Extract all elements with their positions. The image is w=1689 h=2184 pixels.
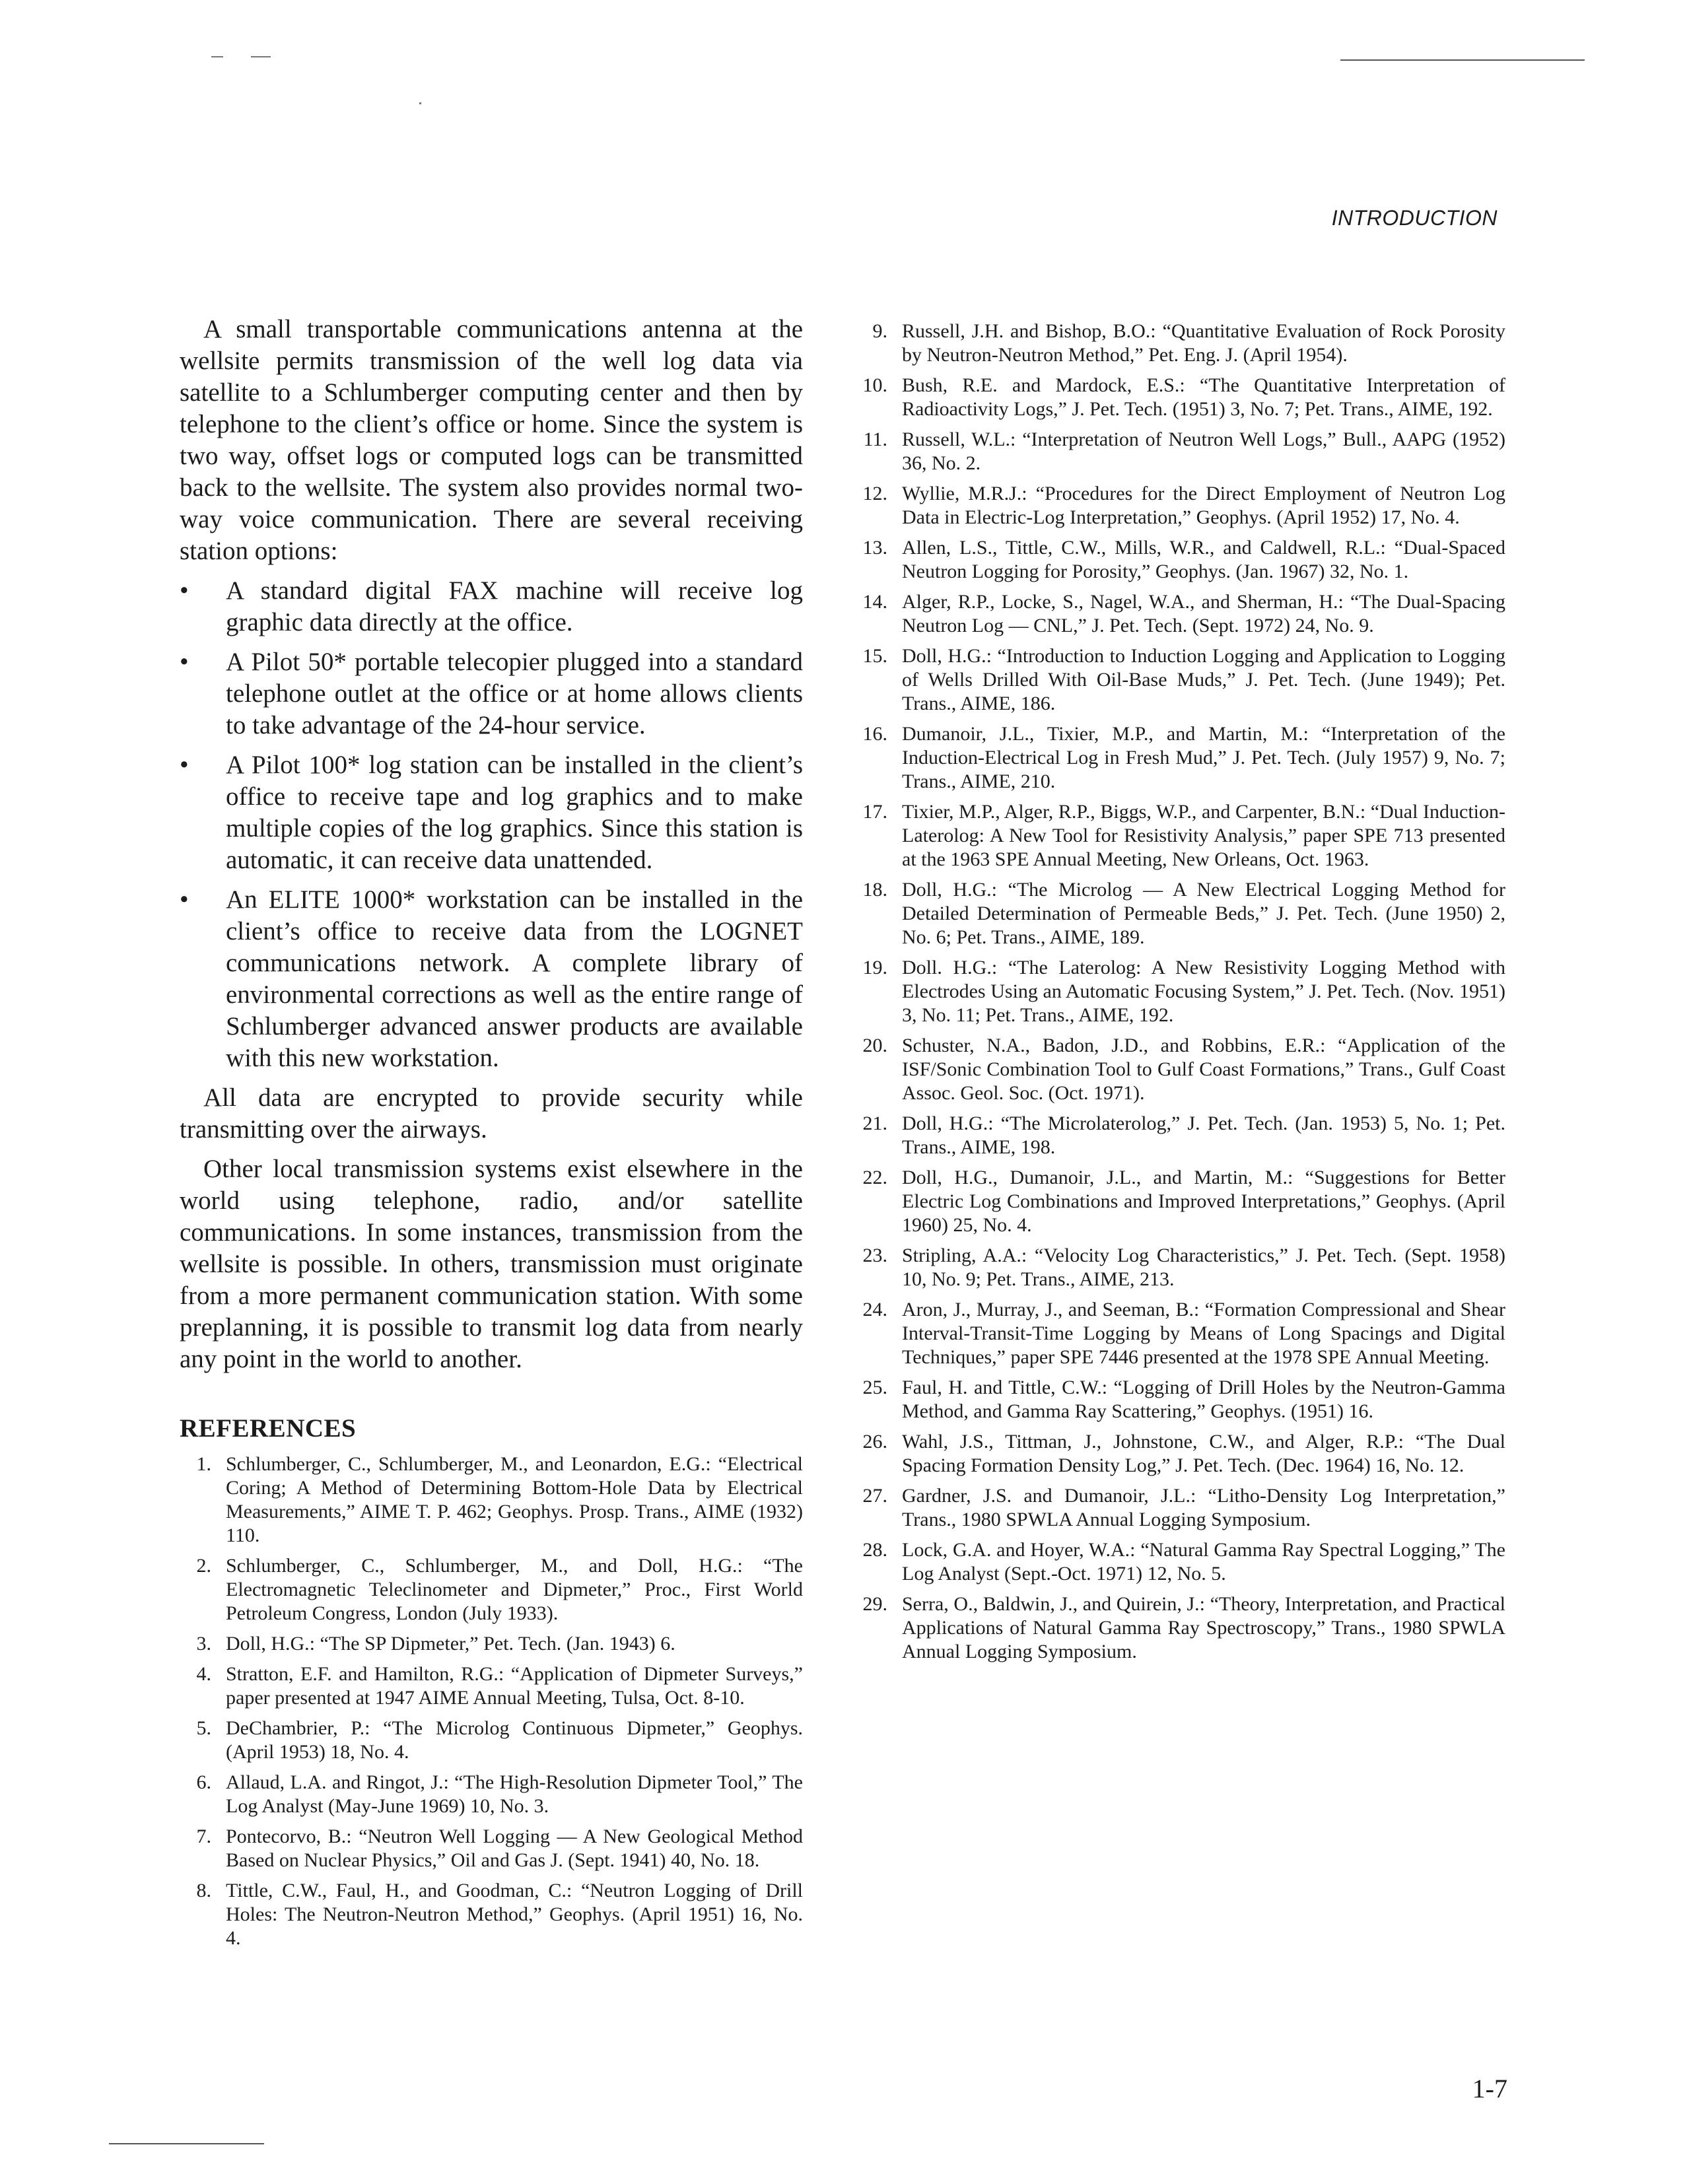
reference-item xyxy=(856,536,1505,584)
reference-text: Schlumberger, C., Schlumberger, M., and Doll, H.G.: “The Electromagnetic Teleclinometer and Dipmeter,” Proc., First World Petroleum Congress, London (July 1933). xyxy=(226,1555,803,1624)
reference-number: 6. xyxy=(196,1771,211,1793)
references-heading: REFERENCES xyxy=(180,1414,357,1443)
reference-number: 7. xyxy=(196,1826,211,1847)
reference-item xyxy=(180,1554,803,1625)
reference-item xyxy=(180,1662,803,1710)
reference-number: 11. xyxy=(863,428,887,450)
reference-number: 2. xyxy=(196,1555,211,1577)
reference-item xyxy=(856,1484,1505,1532)
reference-text: Pontecorvo, B.: “Neutron Well Logging — A New Geological Method Based on Nuclear Physics,” Oil and Gas J. (Sept. 1941) 40, No. 18. xyxy=(226,1826,803,1871)
reference-text: Wyllie, M.R.J.: “Procedures for the Direct Employment of Neutron Log Data in Electric-Log Interpretation,” Geophys. (April 1952) 17, No. 4. xyxy=(902,483,1505,528)
reference-item xyxy=(856,800,1505,871)
reference-item xyxy=(856,1592,1505,1664)
reference-item xyxy=(856,482,1505,529)
running-head: INTRODUCTION xyxy=(1331,206,1498,230)
reference-text: Doll, H.G., Dumanoir, J.L., and Martin, M.: “Suggestions for Better Electric Log Combinations and Improved Interpretations,” Geophys. (April 1960) 25, No. 4. xyxy=(902,1167,1505,1236)
reference-text: Tittle, C.W., Faul, H., and Goodman, C.: “Neutron Logging of Drill Holes: The Neutron-Neutron Method,” Geophys. (April 1951) 16, No. 4. xyxy=(226,1880,803,1949)
reference-number: 21. xyxy=(862,1112,887,1134)
reference-text: Schuster, N.A., Badon, J.D., and Robbins, E.R.: “Application of the ISF/Sonic Combination Tool to Gulf Coast Formations,” Trans., Gulf Coast Assoc. Geol. Soc. (Oct. 1971). xyxy=(902,1035,1505,1104)
bullet-item: • A Pilot 50* portable telecopier plugged into a standard telephone outlet at the office or at home allows clients to take advantage of the 24-hour service. xyxy=(180,646,803,741)
references-list-right xyxy=(856,320,1505,1664)
reference-number: 19. xyxy=(862,957,887,978)
reference-item xyxy=(180,1452,803,1548)
reference-item xyxy=(856,1112,1505,1159)
reference-number: 5. xyxy=(196,1717,211,1739)
scan-speck xyxy=(419,102,421,104)
reference-text: Gardner, J.S. and Dumanoir, J.L.: “Litho-Density Log Interpretation,” Trans., 1980 SPWLA Annual Logging Symposium. xyxy=(902,1485,1505,1530)
reference-item xyxy=(180,1717,803,1764)
reference-text: Allaud, L.A. and Ringot, J.: “The High-Resolution Dipmeter Tool,” The Log Analyst (May-June 1969) 10, No. 3. xyxy=(226,1771,803,1817)
reference-number: 26. xyxy=(862,1431,887,1452)
reference-text: DeChambrier, P.: “The Microlog Continuous Dipmeter,” Geophys. (April 1953) 18, No. 4. xyxy=(226,1717,803,1763)
reference-item xyxy=(856,1166,1505,1237)
reference-number: 15. xyxy=(862,645,887,667)
reference-text: Stripling, A.A.: “Velocity Log Characteristics,” J. Pet. Tech. (Sept. 1958) 10, No. 9; Pet. Trans., AIME, 213. xyxy=(902,1245,1505,1290)
reference-text: Lock, G.A. and Hoyer, W.A.: “Natural Gamma Ray Spectral Logging,” The Log Analyst (Sept.-Oct. 1971) 12, No. 5. xyxy=(902,1539,1505,1585)
station-options-list xyxy=(180,575,803,1074)
body-paragraph: Other local transmission systems exist elsewhere in the world using telephone, radio, and/or satellite communications. In some instances, transmission from the wellsite is possible. In others, transmission must originate from a more permanent communication station. With some preplanning, it is possible to transmit log data from nearly any point in the world to another. xyxy=(180,1155,803,1373)
reference-item xyxy=(856,1430,1505,1478)
reference-number: 9. xyxy=(872,320,887,342)
reference-number: 8. xyxy=(196,1880,211,1901)
reference-item xyxy=(180,1825,803,1872)
page-number: 1-7 xyxy=(1472,2074,1507,2103)
reference-number: 24. xyxy=(862,1299,887,1320)
reference-text: Doll, H.G.: “The SP Dipmeter,” Pet. Tech. (Jan. 1943) 6. xyxy=(226,1633,675,1655)
reference-item xyxy=(856,644,1505,716)
scan-speck xyxy=(211,56,223,57)
top-rule xyxy=(1340,59,1585,61)
reference-number: 13. xyxy=(862,537,887,559)
reference-number: 17. xyxy=(862,801,887,823)
reference-number: 22. xyxy=(862,1167,887,1188)
reference-number: 1. xyxy=(196,1453,211,1475)
reference-number: 14. xyxy=(862,591,887,613)
reference-number: 10. xyxy=(862,374,887,396)
reference-item xyxy=(856,590,1505,638)
reference-item xyxy=(856,1376,1505,1423)
right-column xyxy=(856,320,1505,1670)
reference-number: 16. xyxy=(862,723,887,745)
body-paragraph: A small transportable communications antenna at the wellsite permits transmission of the well log data via satellite to a Schlumberger computing center and then by telephone to the client’s office or home. Since the system is two way, offset logs or computed logs can be transmitted back to the wellsite. The system also provides normal two-way voice communication. There are several receiving station options: xyxy=(180,315,803,565)
reference-text: Allen, L.S., Tittle, C.W., Mills, W.R., and Caldwell, R.L.: “Dual-Spaced Neutron Logging for Porosity,” Geophys. (Jan. 1967) 32, No. 1. xyxy=(902,537,1505,582)
reference-text: Russell, W.L.: “Interpretation of Neutron Well Logs,” Bull., AAPG (1952) 36, No. 2. xyxy=(902,428,1505,474)
reference-item xyxy=(856,1298,1505,1369)
bullet-item: • An ELITE 1000* workstation can be installed in the client’s office to receive data from the LOGNET communications network. A complete library of environmental corrections as well as the entire range of Schlumberger advanced answer products are available with this new workstation. xyxy=(180,884,803,1074)
scan-speck xyxy=(251,56,271,57)
reference-number: 28. xyxy=(862,1539,887,1561)
reference-number: 20. xyxy=(862,1035,887,1056)
reference-item xyxy=(856,1244,1505,1291)
reference-text: Bush, R.E. and Mardock, E.S.: “The Quantitative Interpretation of Radioactivity Logs,” J. Pet. Tech. (1951) 3, No. 7; Pet. Trans., AIME, 192. xyxy=(902,374,1505,420)
reference-text: Wahl, J.S., Tittman, J., Johnstone, C.W., and Alger, R.P.: “The Dual Spacing Formation Density Log,” J. Pet. Tech. (Dec. 1964) 16, No. 12. xyxy=(902,1431,1505,1476)
bottom-rule xyxy=(109,2143,264,2144)
reference-item xyxy=(856,374,1505,421)
reference-number: 23. xyxy=(862,1245,887,1266)
reference-text: Serra, O., Baldwin, J., and Quirein, J.: “Theory, Interpretation, and Practical Applications of Natural Gamma Ray Spectroscopy,” Trans., 1980 SPWLA Annual Logging Symposium. xyxy=(902,1593,1505,1662)
left-column xyxy=(180,314,803,1957)
reference-text: Doll. H.G.: “The Laterolog: A New Resistivity Logging Method with Electrodes Using an Automatic Focusing System,” J. Pet. Tech. (Nov. 1951) 3, No. 11; Pet. Trans., AIME, 192. xyxy=(902,957,1505,1026)
reference-number: 3. xyxy=(196,1633,211,1655)
reference-text: Stratton, E.F. and Hamilton, R.G.: “Application of Dipmeter Surveys,” paper presented at 1947 AIME Annual Meeting, Tulsa, Oct. 8-10. xyxy=(226,1663,803,1709)
reference-text: Russell, J.H. and Bishop, B.O.: “Quantitative Evaluation of Rock Porosity by Neutron-Neutron Method,” Pet. Eng. J. (April 1954). xyxy=(902,320,1505,366)
reference-text: Aron, J., Murray, J., and Seeman, B.: “Formation Compressional and Shear Interval-Transit-Time Logging by Means of Long Spacings and Digital Techniques,” paper SPE 7446 presented at the 1978 SPE Annual Meeting. xyxy=(902,1299,1505,1368)
reference-text: Alger, R.P., Locke, S., Nagel, W.A., and Sherman, H.: “The Dual-Spacing Neutron Log — CNL,” J. Pet. Tech. (Sept. 1972) 24, No. 9. xyxy=(902,591,1505,636)
reference-item xyxy=(856,956,1505,1027)
reference-number: 18. xyxy=(862,879,887,901)
reference-item xyxy=(856,722,1505,794)
bullet-item: • A Pilot 100* log station can be installed in the client’s office to receive tape and log graphics and to make multiple copies of the log graphics. Since this station is automatic, it can receive data unattended. xyxy=(180,749,803,876)
reference-item xyxy=(180,1771,803,1818)
reference-text: Doll, H.G.: “Introduction to Induction Logging and Application to Logging of Wells Drilled With Oil-Base Muds,” J. Pet. Tech. (June 1949); Pet. Trans., AIME, 186. xyxy=(902,645,1505,714)
reference-item xyxy=(180,1632,803,1656)
reference-text: Doll, H.G.: “The Microlog — A New Electrical Logging Method for Detailed Determination of Permeable Beds,” J. Pet. Tech. (June 1950) 2, No. 6; Pet. Trans., AIME, 189. xyxy=(902,879,1505,948)
reference-number: 4. xyxy=(196,1663,211,1685)
reference-text: Tixier, M.P., Alger, R.P., Biggs, W.P., and Carpenter, B.N.: “Dual Induction-Laterolog: A New Tool for Resistivity Analysis,” paper SPE 713 presented at the 1963 SPE Annual Meeting, New Orleans, Oct. 1963. xyxy=(902,801,1505,870)
reference-number: 29. xyxy=(862,1593,887,1615)
body-paragraph: All data are encrypted to provide security while transmitting over the airways. xyxy=(180,1083,803,1143)
reference-item xyxy=(856,428,1505,475)
reference-text: Faul, H. and Tittle, C.W.: “Logging of Drill Holes by the Neutron-Gamma Method, and Gamma Ray Scattering,” Geophys. (1951) 16. xyxy=(902,1377,1505,1422)
reference-number: 25. xyxy=(862,1377,887,1398)
reference-item xyxy=(856,1538,1505,1586)
reference-item xyxy=(856,878,1505,949)
reference-item xyxy=(180,1879,803,1950)
reference-number: 27. xyxy=(862,1485,887,1507)
bullet-item: • A standard digital FAX machine will receive log graphic data directly at the office. xyxy=(180,575,803,638)
reference-text: Dumanoir, J.L., Tixier, M.P., and Martin, M.: “Interpretation of the Induction-Electrical Log in Fresh Mud,” J. Pet. Tech. (July 1957) 9, No. 7; Trans., AIME, 210. xyxy=(902,723,1505,792)
reference-number: 12. xyxy=(862,483,887,504)
references-list-left xyxy=(180,1452,803,1950)
reference-text: Schlumberger, C., Schlumberger, M., and Leonardon, E.G.: “Electrical Coring; A Method of Determining Bottom-Hole Data by Electrical Measurements,” AIME T. P. 462; Geophys. Prosp. Trans., AIME (1932) 110. xyxy=(226,1453,803,1546)
reference-item xyxy=(856,320,1505,367)
reference-item xyxy=(856,1034,1505,1105)
reference-text: Doll, H.G.: “The Microlaterolog,” J. Pet. Tech. (Jan. 1953) 5, No. 1; Pet. Trans., AIME, 198. xyxy=(902,1112,1505,1158)
